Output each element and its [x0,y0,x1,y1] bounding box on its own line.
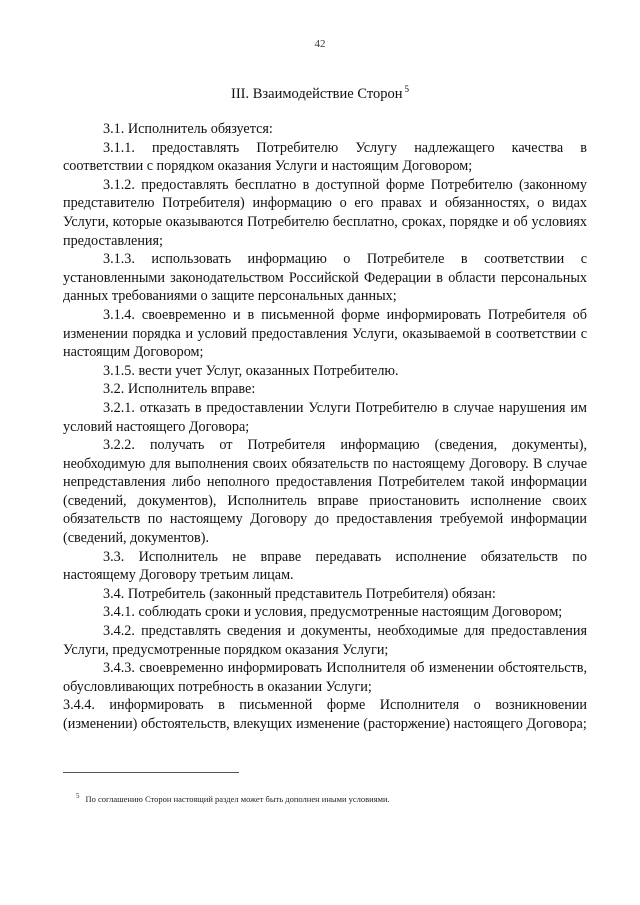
paragraph: 3.1.2. предоставлять бесплатно в доступной форме Потребителю (законному представителю Потребителя) информацию о его правах и обязанностях, о видах Услуги, которые оказываются Потребителю бесплатно, сроках, порядке и об условиях предоставления; [63,176,587,249]
paragraph: 3.4.2. представлять сведения и документы, необходимые для предоставления Услуги, предусмотренные порядком оказания Услуги; [63,623,587,658]
footnote-marker: 5 [76,792,80,800]
paragraph: 3.1.1. предоставлять Потребителю Услугу надлежащего качества в соответствии с порядком оказания Услуги и настоящим Договором; [63,139,587,175]
paragraph: 3.4.4. информировать в письменной форме Исполнителя о возникновении (изменении) обстоятельств, влекущих изменение (расторжение) настоящего Договора; [63,697,587,732]
paragraph: 3.2.2. получать от Потребителя информацию (сведения, документы), необходимую для выполнения своих обязательств по настоящему Договору. В случае непредставления либо неполного предоставления Потребителем такой информации (сведений, документов), Исполнитель вправе приостановить исполнение своих обязательств по настоящему Договору до предоставления требуемой информации (сведений, документов). [63,437,587,547]
footnote [76,792,596,804]
footnote-text: По соглашению Сторон настоящий раздел может быть дополнен иными условиями. [85,793,390,804]
paragraph: 3.1.3. использовать информацию о Потребителе в соответствии с установленными законодательством Российской Федерации в области персональных данных требованиями о защите персональных данных; [63,251,587,305]
paragraph: 3.4.3. своевременно информировать Исполнителя об изменении обстоятельств, обусловливающих потребность в оказании Услуги; [63,660,587,695]
paragraph: 3.4. Потребитель (законный представитель Потребителя) обязан: [103,585,496,602]
document-body [63,120,587,734]
footnote-divider [63,772,239,773]
paragraph: 3.4.1. соблюдать сроки и условия, предусмотренные настоящим Договором; [103,604,563,621]
paragraph: 3.1.4. своевременно и в письменной форме информировать Потребителя об изменении порядка и условий предоставления Услуги, оказываемой в соответствии с настоящим Договором; [63,306,587,361]
paragraph: 3.2. Исполнитель вправе: [103,381,256,398]
paragraph: 3.2.1. отказать в предоставлении Услуги Потребителю в случае нарушения им условий настоящего Договора; [63,399,587,435]
section-title-text: III. Взаимодействие Сторон [231,85,403,102]
paragraph: 3.3. Исполнитель не вправе передавать исполнение обязательств по настоящему Договору третьим лицам. [63,548,587,584]
paragraph: 3.1.5. вести учет Услуг, оказанных Потребителю. [103,362,399,379]
page-number: 42 [314,38,326,50]
footnote-reference: 5 [404,84,409,94]
section-title [0,84,640,103]
paragraph: 3.1. Исполнитель обязуется: [103,121,273,137]
